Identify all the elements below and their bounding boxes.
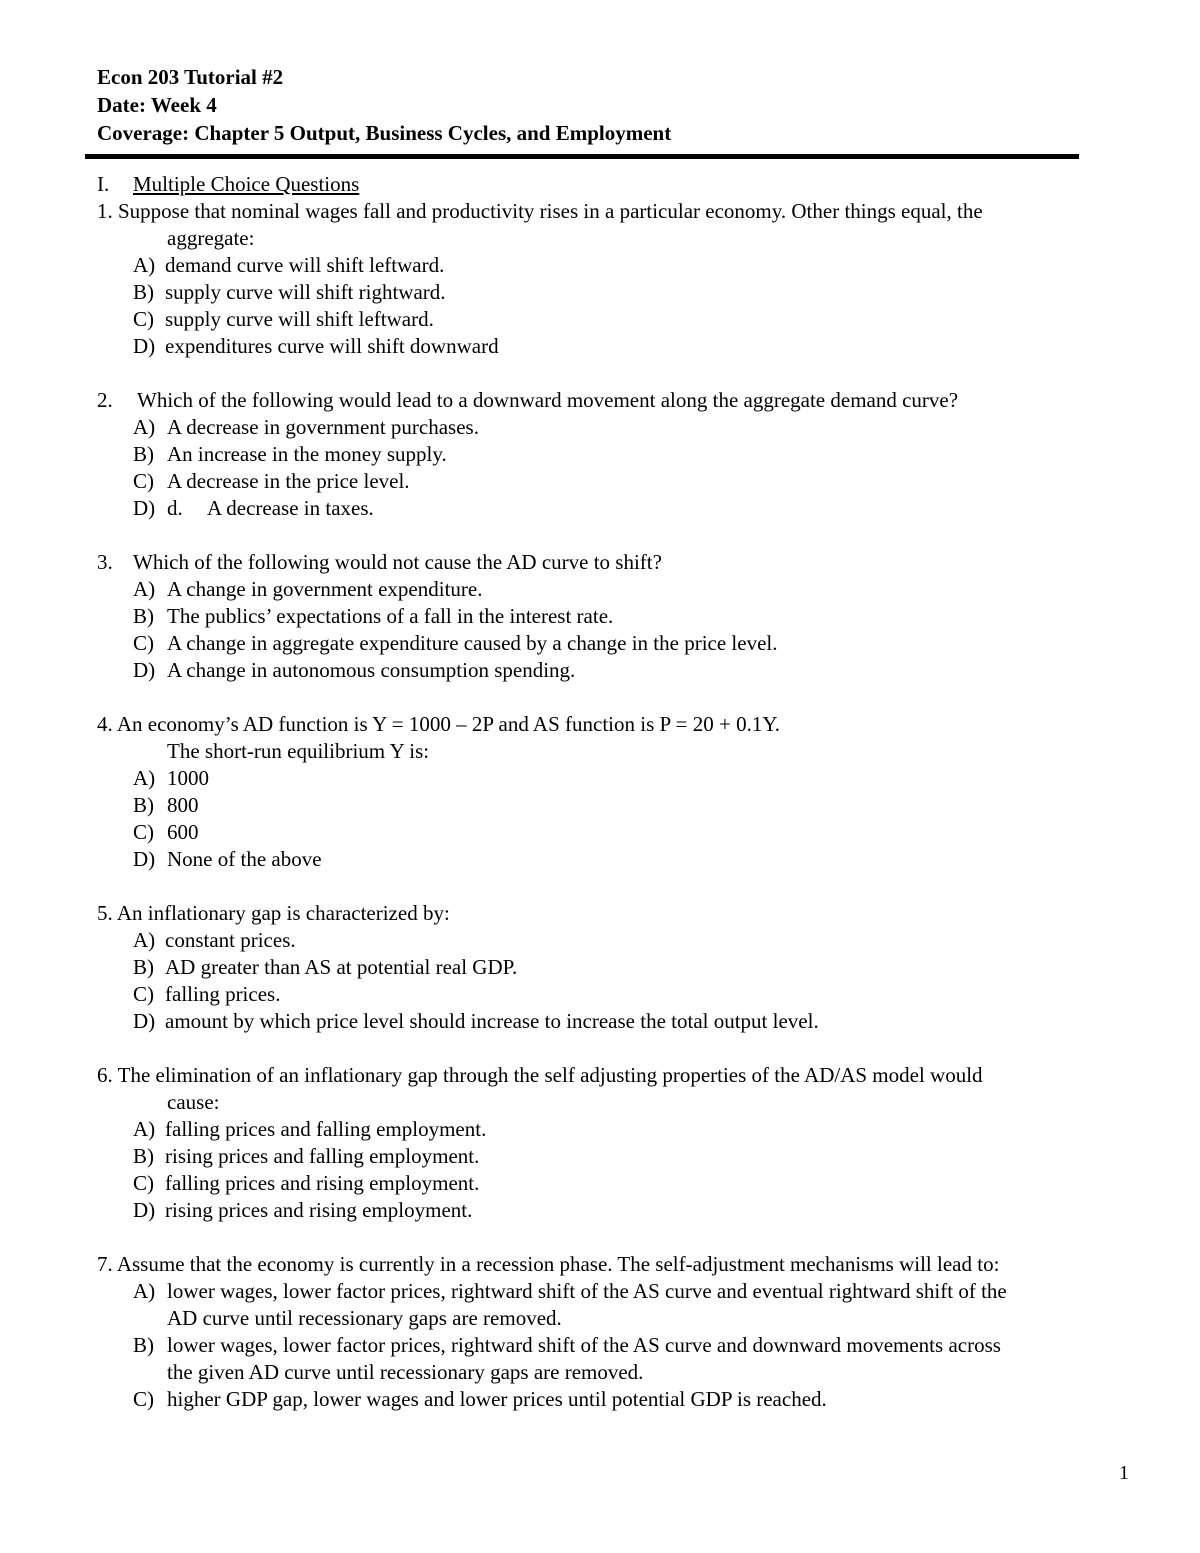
question-stem	[97, 549, 1117, 576]
question-text: An economy’s AD function is Y = 1000 – 2P and AS function is P = 20 + 0.1Y.	[116, 712, 781, 736]
question-text: Suppose that nominal wages fall and productivity rises in a particular economy. Other things equal, the	[118, 199, 983, 223]
question-5	[97, 900, 1117, 1035]
option-text: None of the above	[167, 847, 322, 871]
question-text-continuation: cause:	[167, 1090, 220, 1114]
answer-option	[97, 414, 1117, 441]
header-course-title: Econ 203 Tutorial #2	[97, 65, 284, 89]
answer-option	[97, 1197, 1117, 1224]
option-letter: A)	[133, 577, 156, 601]
option-letter: B)	[133, 1144, 154, 1168]
option-text: A decrease in taxes.	[207, 496, 374, 520]
option-letter: D)	[133, 334, 156, 358]
question-stem	[97, 1251, 1117, 1278]
answer-option	[97, 819, 1117, 846]
option-text: expenditures curve will shift downward	[165, 334, 499, 358]
option-text: A decrease in the price level.	[167, 469, 410, 493]
document-header	[97, 63, 671, 147]
answer-option	[97, 981, 1117, 1008]
option-text: A decrease in government purchases.	[167, 415, 479, 439]
answer-option	[97, 252, 1117, 279]
question-1	[97, 198, 1117, 360]
question-text-continuation: The short-run equilibrium Y is:	[167, 739, 430, 763]
option-letter: C)	[133, 307, 154, 331]
answer-option	[97, 630, 1117, 657]
question-text: Which of the following would not cause the AD curve to shift?	[133, 550, 662, 574]
option-text: A change in government expenditure.	[167, 577, 483, 601]
option-letter: D)	[133, 658, 156, 682]
answer-option	[97, 1008, 1117, 1035]
option-letter: B)	[133, 793, 154, 817]
answer-option	[97, 1386, 1117, 1413]
option-letter: C)	[133, 631, 154, 655]
option-text: The publics’ expectations of a fall in the interest rate.	[167, 604, 614, 628]
option-text: 1000	[167, 766, 209, 790]
question-text: Which of the following would lead to a downward movement along the aggregate demand curve?	[137, 388, 959, 412]
option-text: higher GDP gap, lower wages and lower prices until potential GDP is reached.	[167, 1387, 827, 1411]
option-letter: A)	[133, 1279, 156, 1303]
question-6	[97, 1062, 1117, 1224]
option-letter: A)	[133, 766, 156, 790]
option-text: falling prices and rising employment.	[165, 1171, 480, 1195]
option-text: falling prices.	[165, 982, 281, 1006]
question-number: 4.	[97, 712, 113, 736]
option-text: amount by which price level should increase to increase the total output level.	[165, 1009, 819, 1033]
option-letter: A)	[133, 253, 156, 277]
question-number: 1.	[97, 199, 113, 223]
question-stem	[97, 198, 1117, 225]
answer-option	[97, 927, 1117, 954]
option-letter: C)	[133, 1171, 154, 1195]
question-stem	[97, 711, 1117, 738]
answer-option	[97, 576, 1117, 603]
answer-option	[97, 495, 1117, 522]
option-letter: B)	[133, 442, 154, 466]
option-text: falling prices and falling employment.	[165, 1117, 487, 1141]
option-text: demand curve will shift leftward.	[165, 253, 445, 277]
question-number: 3.	[97, 550, 113, 574]
question-text: The elimination of an inflationary gap through the self adjusting properties of the AD/AS model would	[117, 1063, 983, 1087]
answer-option	[97, 657, 1117, 684]
question-text: Assume that the economy is currently in a recession phase. The self-adjustment mechanisms will lead to:	[116, 1252, 1000, 1276]
option-text: constant prices.	[165, 928, 296, 952]
question-text-continuation: aggregate:	[167, 226, 255, 250]
option-letter: B)	[133, 1333, 154, 1357]
option-text: supply curve will shift rightward.	[165, 280, 446, 304]
option-letter: D)	[133, 1198, 156, 1222]
option-letter: B)	[133, 280, 154, 304]
answer-option	[97, 1170, 1117, 1197]
question-number: 7.	[97, 1252, 113, 1276]
option-text: AD greater than AS at potential real GDP.	[165, 955, 518, 979]
option-text: A change in autonomous consumption spending.	[167, 658, 576, 682]
option-letter: A)	[133, 1117, 156, 1141]
option-letter: A)	[133, 928, 156, 952]
option-letter: C)	[133, 982, 154, 1006]
answer-option	[97, 306, 1117, 333]
question-stem	[97, 900, 1117, 927]
option-letter: D)	[133, 1009, 156, 1033]
answer-option	[97, 1116, 1117, 1143]
answer-option	[97, 1332, 1117, 1359]
header-coverage: Coverage: Chapter 5 Output, Business Cycles, and Employment	[97, 121, 672, 145]
document-body	[97, 171, 1117, 1440]
question-7	[97, 1251, 1117, 1413]
answer-option	[97, 765, 1117, 792]
question-3	[97, 549, 1117, 684]
option-letter: C)	[133, 820, 154, 844]
option-text: A change in aggregate expenditure caused by a change in the price level.	[167, 631, 778, 655]
section-number: I.	[97, 172, 110, 196]
answer-option	[97, 792, 1117, 819]
question-text: An inflationary gap is characterized by:	[116, 901, 450, 925]
option-text: An increase in the money supply.	[167, 442, 447, 466]
option-text: 600	[167, 820, 199, 844]
question-2	[97, 387, 1117, 522]
option-letter: B)	[133, 604, 154, 628]
option-letter: A)	[133, 415, 156, 439]
answer-option	[97, 846, 1117, 873]
answer-option	[97, 468, 1117, 495]
answer-option	[97, 954, 1117, 981]
header-divider	[85, 154, 1079, 159]
question-4	[97, 711, 1117, 873]
option-text: lower wages, lower factor prices, rightward shift of the AS curve and eventual rightward shift of the	[167, 1279, 1007, 1303]
question-number: 2.	[97, 388, 113, 412]
option-letter: D)	[133, 847, 156, 871]
answer-option	[97, 333, 1117, 360]
option-text: rising prices and falling employment.	[165, 1144, 480, 1168]
option-letter: C)	[133, 469, 154, 493]
option-sub-letter: d.	[167, 496, 183, 520]
option-text: supply curve will shift leftward.	[165, 307, 434, 331]
answer-option	[97, 603, 1117, 630]
option-letter: D)	[133, 496, 156, 520]
answer-option	[97, 1143, 1117, 1170]
option-text: rising prices and rising employment.	[165, 1198, 473, 1222]
header-date: Date: Week 4	[97, 93, 217, 117]
question-number: 5.	[97, 901, 113, 925]
answer-option	[97, 279, 1117, 306]
question-stem	[97, 387, 1117, 414]
option-letter: C)	[133, 1387, 154, 1411]
section-title	[97, 171, 1117, 198]
answer-option	[97, 1278, 1117, 1305]
option-letter: B)	[133, 955, 154, 979]
answer-option	[97, 441, 1117, 468]
question-number: 6.	[97, 1063, 113, 1087]
question-stem	[97, 1062, 1117, 1089]
option-text: lower wages, lower factor prices, rightward shift of the AS curve and downward movements across	[167, 1333, 1001, 1357]
option-text-continuation: AD curve until recessionary gaps are removed.	[167, 1306, 562, 1330]
option-text-continuation: the given AD curve until recessionary gaps are removed.	[167, 1360, 644, 1384]
section-title-text: Multiple Choice Questions	[133, 172, 360, 196]
page-number: 1	[1119, 1462, 1129, 1484]
option-text: 800	[167, 793, 199, 817]
